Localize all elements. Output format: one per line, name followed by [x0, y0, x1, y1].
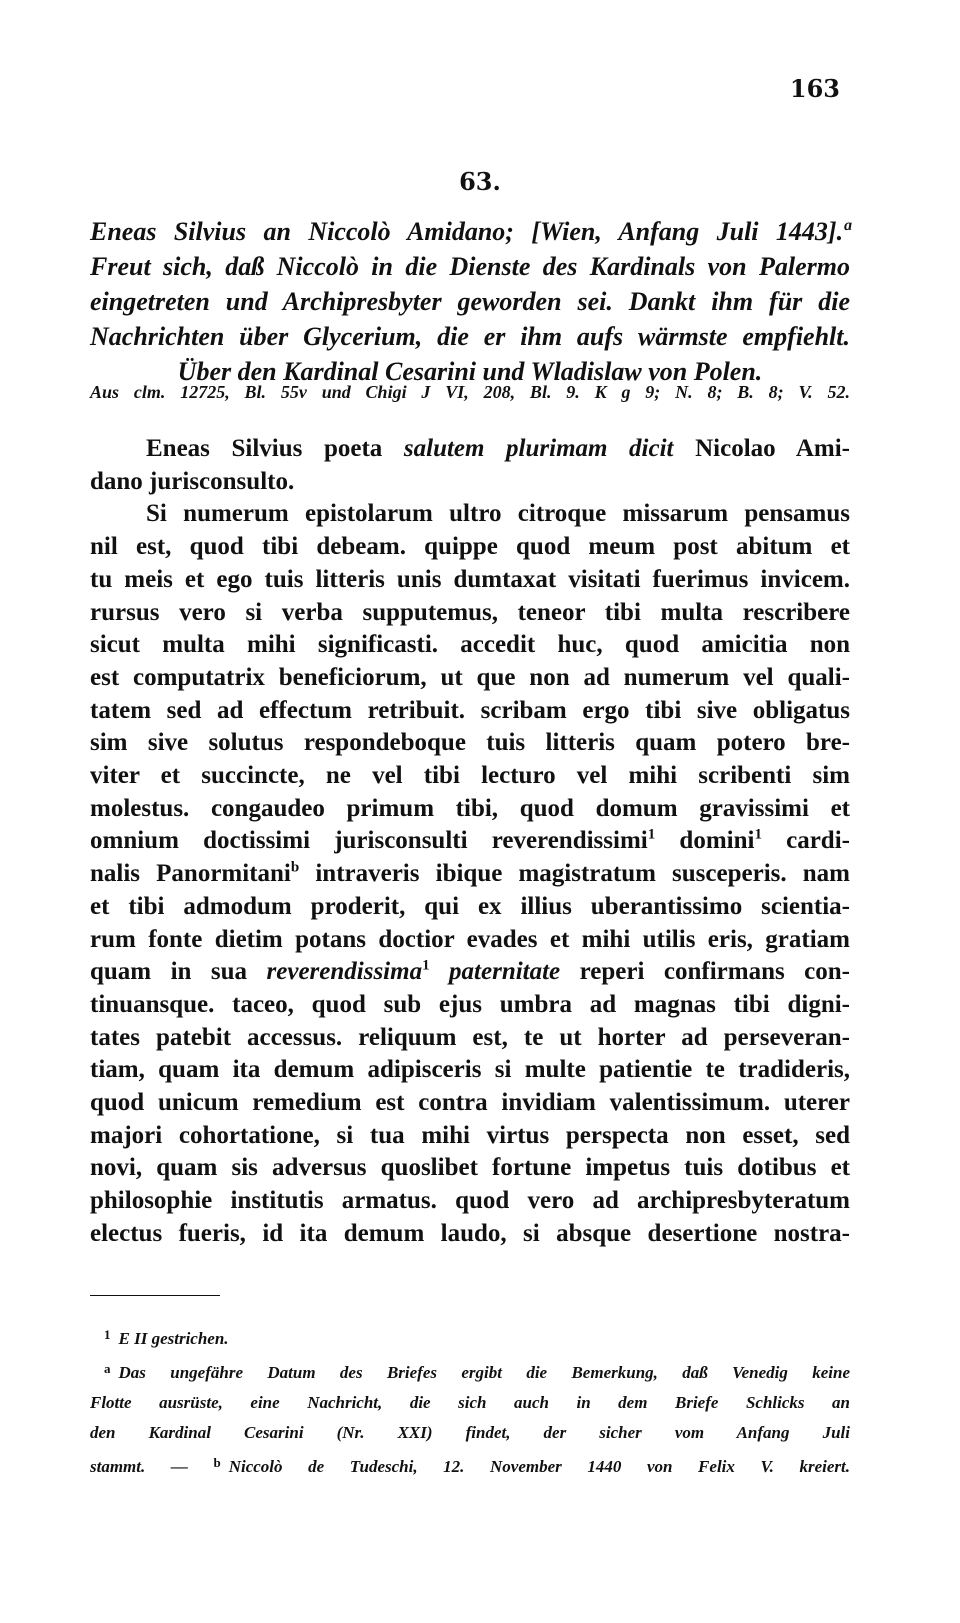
letter-body	[90, 433, 850, 1251]
heading-line: Eneas Silvius an Niccolò Amidano; [Wien, Anfang Juli 1443].ª	[90, 217, 850, 246]
heading-line: Freut sich, daß Niccolò in die Dienste des Kardinals von Palermo	[90, 252, 850, 281]
footnote-mark: b	[213, 1455, 221, 1470]
body-line: rum fonte dietim potans doctior evades et mihi utilis eris, gratiam	[90, 925, 850, 953]
page-number: 163	[789, 74, 840, 103]
letter-heading	[90, 214, 850, 389]
footnote-ref: b	[290, 859, 300, 876]
body-line: novi, quam sis adversus quoslibet fortune impetus tuis dotibus et	[90, 1154, 850, 1182]
footnote-a: $^a$ Das ungefähre Datum des Briefes ergibt die Bemerkung, daß Venedig keine	[104, 1361, 850, 1382]
footnote-divider	[90, 1295, 220, 1296]
body-line: electus fueris, id ita demum laudo, si absque desertione nostra-	[90, 1219, 850, 1247]
body-line: Si numerum epistolarum ultro citroque missarum pensamus	[146, 500, 850, 528]
body-line: Eneas Silvius poeta salutem plurimam dicit Nicolao Ami-	[146, 435, 850, 462]
body-line: nalis Panormitani$^b$ intraveris ibique magistratum susceperis. nam	[90, 859, 850, 888]
body-line: quod unicum remedium est contra invidiam valentissimum. uterer	[90, 1089, 850, 1117]
body-line: est computatrix beneficiorum, ut que non ad numerum vel quali-	[90, 663, 850, 691]
heading-line: eingetreten und Archipresbyter geworden sei. Dankt ihm für die	[90, 287, 850, 316]
footnote-line: den Kardinal Cesarini (Nr. XXI) findet, der sicher vom Anfang Juli	[90, 1423, 850, 1442]
footnote-ref: 1	[647, 827, 656, 844]
body-line: omnium doctissimi jurisconsulti reverendissimi$^1$ domini$^1$ cardi-	[90, 827, 850, 855]
body-line: tinuansque. taceo, quod sub ejus umbra ad magnas tibi digni-	[90, 990, 850, 1018]
footnote-mark: a	[104, 1361, 111, 1376]
body-line: tatem sed ad effectum retribuit. scribam ergo tibi sive obligatus	[90, 696, 850, 724]
body-line: tates patebit accessus. reliquum est, te ut horter ad perseveran-	[90, 1023, 850, 1051]
body-line: tiam, quam ita demum adipisceris si multe patientie te tradideris,	[90, 1056, 850, 1084]
source-reference: Aus clm. 12725, Bl. 55v und Chigi J VI, 208, Bl. 9. K g 9; N. 8; B. 8; V. 52.	[90, 382, 850, 402]
body-line: quam in sua reverendissima$^1$ paternitate reperi confirmans con-	[90, 957, 850, 986]
heading-line: Nachrichten über Glycerium, die er ihm aufs wärmste empfiehlt.	[90, 322, 850, 351]
footnote-line: stammt. — $^b$ Niccolò de Tudeschi, 12. November 1440 von Felix V. kreiert.	[90, 1455, 850, 1476]
footnote-line: Flotte ausrüste, eine Nachricht, die sich auch in dem Briefe Schlicks an	[90, 1393, 850, 1412]
letter-number: 63.	[459, 167, 501, 196]
body-line: dano jurisconsulto.	[90, 467, 295, 495]
body-line: sicut multa mihi significasti. accedit huc, quod amicitia non	[90, 631, 850, 659]
footnotes	[90, 1320, 850, 1482]
body-line: tu meis et ego tuis litteris unis dumtaxat visitati fuerimus invicem.	[90, 565, 850, 593]
footnote-ref: 1	[422, 957, 430, 974]
footnote-mark: 1	[104, 1327, 111, 1342]
body-line: et tibi admodum proderit, qui ex illius uberantissimo scientia-	[90, 892, 850, 920]
body-line: viter et succincte, ne vel tibi lecturo vel mihi scribenti sim	[90, 762, 850, 790]
body-line: majori cohortatione, si tua mihi virtus perspecta non esset, sed	[90, 1121, 850, 1149]
body-line: nil est, quod tibi debeam. quippe quod meum post abitum et	[90, 533, 850, 561]
body-line: sim sive solutus respondeboque tuis litteris quam potero bre-	[90, 729, 850, 757]
body-line: rursus vero si verba supputemus, teneor tibi multa rescribere	[90, 598, 850, 626]
footnote-1: $^1$ E II gestrichen.	[104, 1327, 229, 1348]
body-line: philosophie institutis armatus. quod vero ad archipresbyteratum	[90, 1187, 850, 1215]
body-line: molestus. congaudeo primum tibi, quod domum gravissimi et	[90, 794, 850, 822]
footnote-ref: 1	[754, 827, 762, 844]
heading-line: Über den Kardinal Cesarini und Wladislaw von Polen.	[177, 357, 763, 386]
